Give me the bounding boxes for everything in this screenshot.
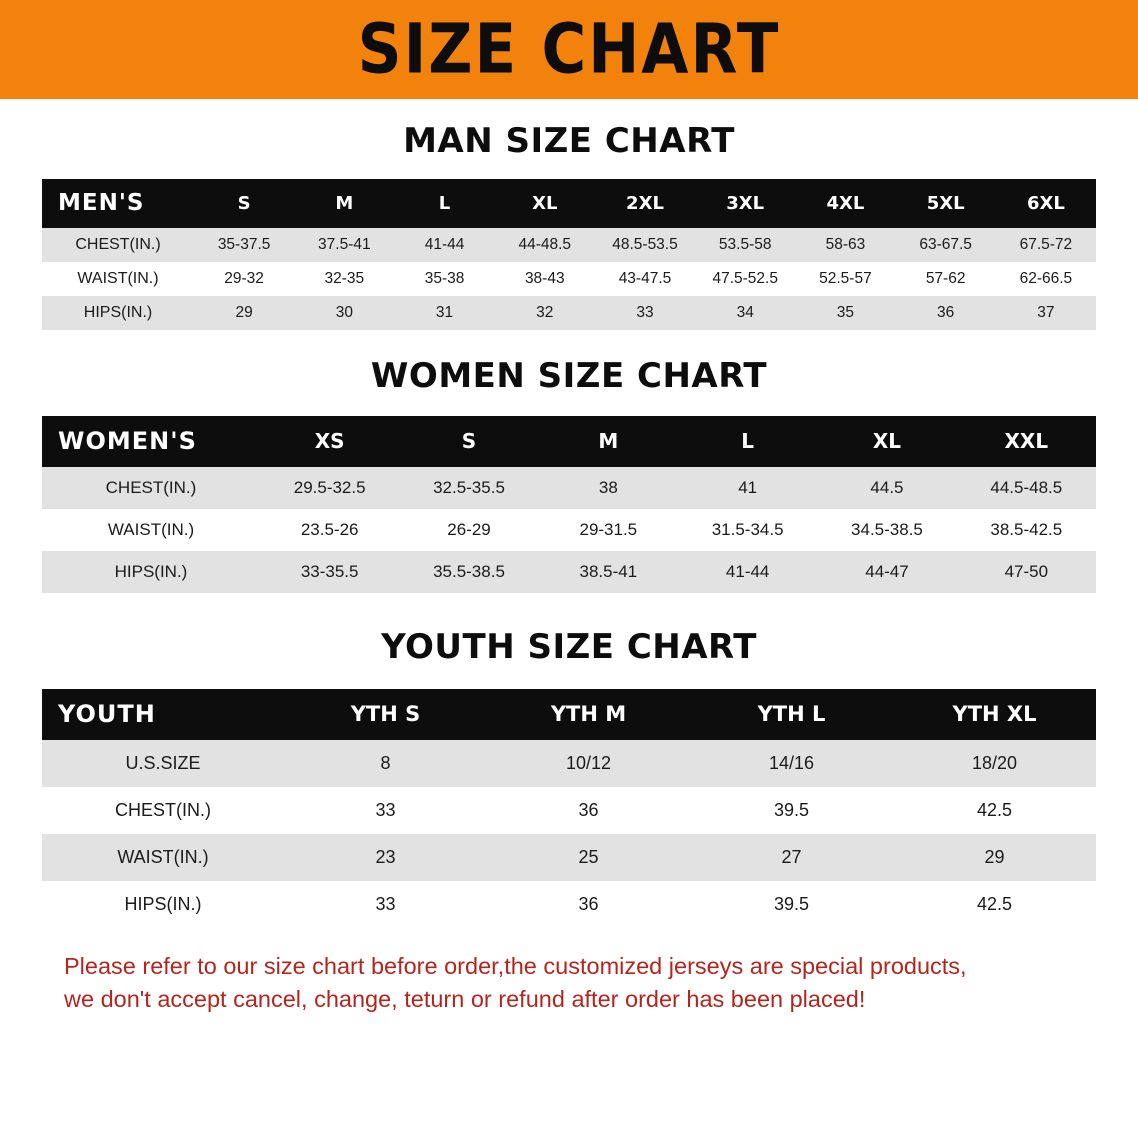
- row-label: CHEST(IN.): [42, 787, 284, 834]
- table-cell: 44.5-48.5: [957, 467, 1096, 509]
- table-cell: 18/20: [893, 740, 1096, 787]
- table-cell: 33: [595, 296, 695, 330]
- women-table-body: [42, 467, 1096, 593]
- women-size-table-wrap: [42, 416, 1096, 593]
- youth-size-header: YTH XL: [893, 689, 1096, 740]
- table-cell: 39.5: [690, 787, 893, 834]
- table-cell: 38.5-42.5: [957, 509, 1096, 551]
- table-cell: 29-32: [194, 262, 294, 296]
- page-banner: [0, 0, 1138, 99]
- youth-size-header: YTH M: [487, 689, 690, 740]
- row-label: U.S.SIZE: [42, 740, 284, 787]
- row-label: HIPS(IN.): [42, 551, 260, 593]
- man-size-header: L: [394, 179, 494, 228]
- table-cell: 43-47.5: [595, 262, 695, 296]
- women-size-header: L: [678, 416, 817, 467]
- table-cell: 29: [194, 296, 294, 330]
- table-cell: 38: [539, 467, 678, 509]
- table-cell: 37.5-41: [294, 228, 394, 262]
- table-cell: 67.5-72: [996, 228, 1096, 262]
- women-size-header: S: [399, 416, 538, 467]
- row-label: WAIST(IN.): [42, 262, 194, 296]
- table-cell: 26-29: [399, 509, 538, 551]
- youth-size-table-wrap: [42, 689, 1096, 928]
- table-cell: 33-35.5: [260, 551, 399, 593]
- row-label: WAIST(IN.): [42, 509, 260, 551]
- man-table-header: [42, 179, 1096, 228]
- table-row: [42, 296, 1096, 330]
- table-cell: 31.5-34.5: [678, 509, 817, 551]
- table-cell: 34.5-38.5: [817, 509, 956, 551]
- table-cell: 29: [893, 834, 1096, 881]
- row-label: CHEST(IN.): [42, 228, 194, 262]
- table-cell: 47.5-52.5: [695, 262, 795, 296]
- table-cell: 25: [487, 834, 690, 881]
- table-cell: 36: [896, 296, 996, 330]
- table-row: [42, 228, 1096, 262]
- table-cell: 38-43: [495, 262, 595, 296]
- table-cell: 33: [284, 881, 487, 928]
- women-header-label: WOMEN'S: [42, 416, 260, 467]
- table-row: [42, 551, 1096, 593]
- row-label: WAIST(IN.): [42, 834, 284, 881]
- table-header-row: [42, 416, 1096, 467]
- table-cell: 31: [394, 296, 494, 330]
- women-table-header: [42, 416, 1096, 467]
- row-label: CHEST(IN.): [42, 467, 260, 509]
- women-size-table: [42, 416, 1096, 593]
- women-size-header: XS: [260, 416, 399, 467]
- table-cell: 37: [996, 296, 1096, 330]
- youth-size-header: YTH S: [284, 689, 487, 740]
- man-size-header: 2XL: [595, 179, 695, 228]
- youth-section-heading: YOUTH SIZE CHART: [381, 627, 757, 667]
- man-section-heading: MAN SIZE CHART: [403, 121, 735, 161]
- women-size-header: M: [539, 416, 678, 467]
- table-row: [42, 740, 1096, 787]
- table-row: [42, 509, 1096, 551]
- table-cell: 23: [284, 834, 487, 881]
- table-row: [42, 787, 1096, 834]
- table-cell: 35: [795, 296, 895, 330]
- man-size-header: S: [194, 179, 294, 228]
- policy-note: [64, 950, 1074, 1017]
- man-table-body: [42, 228, 1096, 330]
- man-size-header: XL: [495, 179, 595, 228]
- man-size-header: 4XL: [795, 179, 895, 228]
- table-cell: 41-44: [394, 228, 494, 262]
- man-size-header: 5XL: [896, 179, 996, 228]
- youth-header-label: YOUTH: [42, 689, 284, 740]
- table-cell: 36: [487, 787, 690, 834]
- table-cell: 35.5-38.5: [399, 551, 538, 593]
- row-label: HIPS(IN.): [42, 881, 284, 928]
- table-row: [42, 834, 1096, 881]
- table-cell: 44.5: [817, 467, 956, 509]
- table-cell: 35-38: [394, 262, 494, 296]
- table-cell: 14/16: [690, 740, 893, 787]
- man-size-table-wrap: [42, 179, 1096, 330]
- policy-note-line-1: Please refer to our size chart before order,the customized jerseys are special products,: [64, 953, 967, 979]
- table-cell: 10/12: [487, 740, 690, 787]
- table-row: [42, 881, 1096, 928]
- table-cell: 39.5: [690, 881, 893, 928]
- page-title: SIZE CHART: [357, 9, 781, 90]
- row-label: HIPS(IN.): [42, 296, 194, 330]
- table-cell: 30: [294, 296, 394, 330]
- man-size-table: [42, 179, 1096, 330]
- table-cell: 8: [284, 740, 487, 787]
- table-cell: 41: [678, 467, 817, 509]
- table-cell: 29.5-32.5: [260, 467, 399, 509]
- table-header-row: [42, 179, 1096, 228]
- man-size-header: 3XL: [695, 179, 795, 228]
- table-cell: 36: [487, 881, 690, 928]
- table-cell: 53.5-58: [695, 228, 795, 262]
- youth-table-body: [42, 740, 1096, 928]
- women-size-header: XXL: [957, 416, 1096, 467]
- table-cell: 41-44: [678, 551, 817, 593]
- youth-table-header: [42, 689, 1096, 740]
- table-cell: 29-31.5: [539, 509, 678, 551]
- table-cell: 47-50: [957, 551, 1096, 593]
- table-cell: 32: [495, 296, 595, 330]
- youth-size-table: [42, 689, 1096, 928]
- table-cell: 34: [695, 296, 795, 330]
- table-cell: 57-62: [896, 262, 996, 296]
- policy-note-line-2: we don't accept cancel, change, teturn or refund after order has been placed!: [64, 986, 866, 1013]
- man-header-label: MEN'S: [42, 179, 194, 228]
- table-cell: 32.5-35.5: [399, 467, 538, 509]
- table-cell: 38.5-41: [539, 551, 678, 593]
- table-header-row: [42, 689, 1096, 740]
- table-cell: 63-67.5: [896, 228, 996, 262]
- table-cell: 35-37.5: [194, 228, 294, 262]
- table-cell: 32-35: [294, 262, 394, 296]
- women-size-header: XL: [817, 416, 956, 467]
- youth-size-header: YTH L: [690, 689, 893, 740]
- table-cell: 33: [284, 787, 487, 834]
- table-row: [42, 467, 1096, 509]
- table-cell: 27: [690, 834, 893, 881]
- table-cell: 23.5-26: [260, 509, 399, 551]
- table-cell: 58-63: [795, 228, 895, 262]
- table-row: [42, 262, 1096, 296]
- man-size-header: M: [294, 179, 394, 228]
- women-section-heading: WOMEN SIZE CHART: [370, 356, 768, 396]
- table-cell: 62-66.5: [996, 262, 1096, 296]
- table-cell: 44-47: [817, 551, 956, 593]
- table-cell: 48.5-53.5: [595, 228, 695, 262]
- table-cell: 42.5: [893, 881, 1096, 928]
- table-cell: 44-48.5: [495, 228, 595, 262]
- table-cell: 52.5-57: [795, 262, 895, 296]
- table-cell: 42.5: [893, 787, 1096, 834]
- man-size-header: 6XL: [996, 179, 1096, 228]
